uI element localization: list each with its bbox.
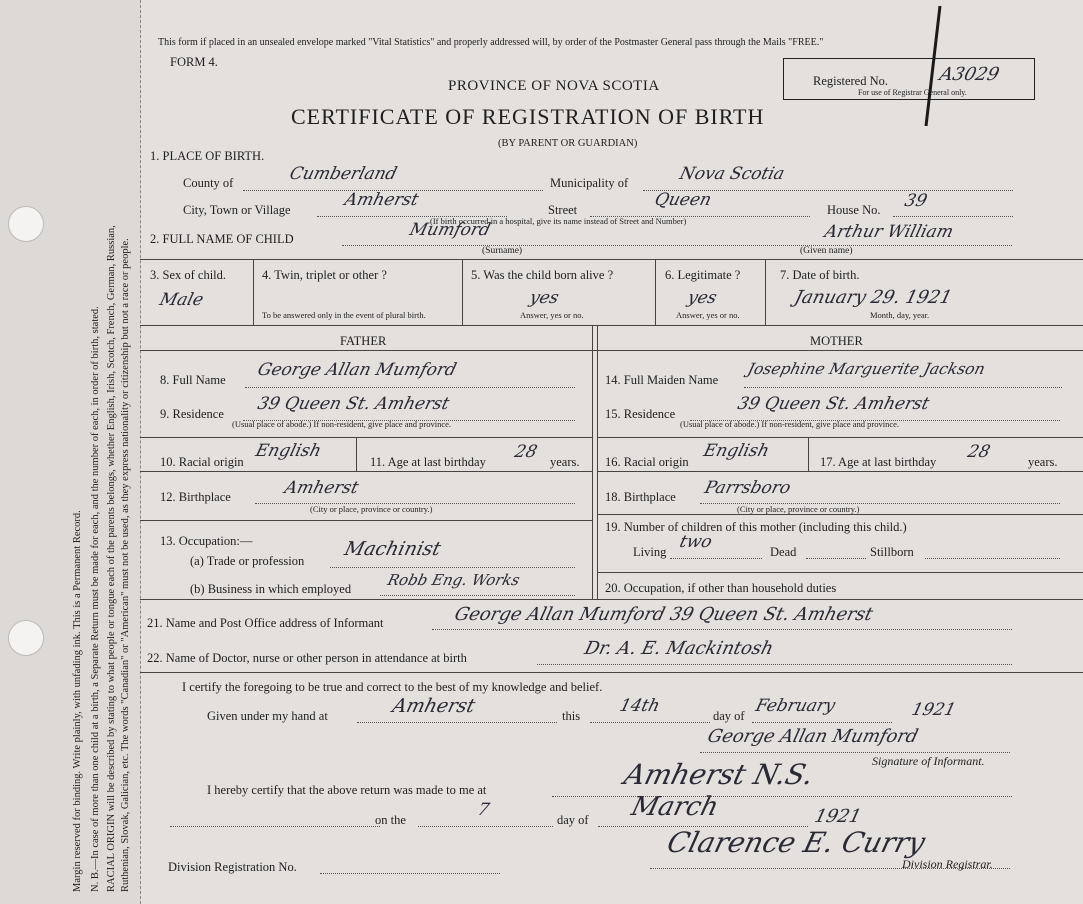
registrar-month: March — [628, 792, 722, 822]
given-day: 14th — [617, 696, 662, 716]
sex-label: 3. Sex of child. — [150, 268, 227, 282]
street-value: Queen — [652, 190, 714, 210]
business-label: (b) Business in which employed — [190, 582, 352, 596]
trade-value: Machinist — [342, 538, 444, 560]
place-section: 1. PLACE OF BIRTH. — [150, 149, 265, 163]
province-heading: PROVINCE OF NOVA SCOTIA — [448, 78, 660, 94]
mother-birthplace-label: 18. Birthplace — [605, 490, 676, 504]
registered-number: A3029 — [937, 64, 1002, 85]
legitimate-label: 6. Legitimate ? — [665, 268, 741, 282]
given-month: February — [753, 696, 838, 716]
municipality-label: Municipality of — [550, 176, 629, 190]
doctor-label: 22. Name of Doctor, nurse or other person in attendance at birth — [147, 651, 467, 665]
father-race-label: 10. Racial origin — [160, 455, 244, 469]
certificate-subtitle: (BY PARENT OR GUARDIAN) — [498, 138, 638, 149]
father-years: years. — [550, 455, 580, 469]
father-birthplace-label: 12. Birthplace — [160, 490, 231, 504]
given-under-label: Given under my hand at — [207, 709, 328, 723]
trade-label: (a) Trade or profession — [190, 554, 305, 568]
margin-note-4: Ruthenian, Slovak, Galician, etc. The words "Canadian" or "American" must not be used, as they express nationality or citizenship but not a race or people. — [120, 238, 131, 892]
father-occupation-label: 13. Occupation:— — [160, 534, 253, 548]
registrar-place: Amherst N.S. — [620, 758, 818, 791]
alive-note: Answer, yes or no. — [520, 310, 584, 320]
form-number: FORM 4. — [170, 55, 218, 69]
father-heading: FATHER — [340, 334, 387, 348]
street-label: Street — [548, 203, 578, 217]
registered-label: Registered No. — [813, 74, 888, 88]
alive-value: yes — [527, 288, 561, 308]
margin-note-2: N. B.—In case of more than one child at a birth, a Separate Return must be made for each, and the number of each, in order of birth, stated. — [90, 306, 101, 892]
punch-hole — [8, 206, 44, 242]
mother-age: 28 — [965, 442, 993, 462]
mother-race: English — [701, 441, 772, 461]
city-label: City, Town or Village — [183, 203, 291, 217]
living-value: two — [677, 532, 715, 552]
binding-margin — [0, 0, 141, 904]
this-label: this — [562, 709, 581, 723]
dob-label: 7. Date of birth. — [780, 268, 860, 282]
house-value: 39 — [902, 191, 930, 211]
dob-value: January 29. 1921 — [792, 287, 955, 308]
father-race: English — [253, 441, 324, 461]
father-birthplace: Amherst — [282, 478, 361, 498]
legitimate-value: yes — [685, 288, 719, 308]
mother-race-label: 16. Racial origin — [605, 455, 689, 469]
given-name-caption: (Given name) — [800, 246, 853, 256]
registrar-signature: Clarence E. Curry — [663, 826, 929, 859]
child-given-name: Arthur William — [822, 222, 956, 242]
punch-hole — [8, 620, 44, 656]
given-year: 1921 — [909, 700, 958, 720]
child-name-label: 2. FULL NAME OF CHILD — [150, 232, 294, 246]
dob-note: Month, day, year. — [870, 310, 930, 320]
informant-signature: George Allan Mumford — [705, 726, 921, 747]
certificate-title: CERTIFICATE OF REGISTRATION OF BIRTH — [291, 104, 765, 129]
margin-note-1: Margin reserved for binding. Write plainly, with unfading ink. This is a Permanent Record. — [72, 510, 83, 892]
county-label: County of — [183, 176, 234, 190]
mother-birthplace-note: (City or place, province or country.) — [737, 504, 860, 514]
margin-note-3: RACIAL ORIGIN will be described by stating to what people or tongue each of the parents belongs, whether English, Irish, Scotch, French, German, Russian, — [106, 225, 117, 892]
mother-name: Josephine Marguerite Jackson — [745, 360, 987, 378]
legitimate-note: Answer, yes or no. — [676, 310, 740, 320]
alive-label: 5. Was the child born alive ? — [471, 268, 614, 282]
business-value: Robb Eng. Works — [385, 571, 522, 589]
pen-check-mark — [922, 4, 944, 128]
given-place: Amherst — [390, 695, 478, 717]
city-value: Amherst — [342, 190, 421, 210]
informant-signature-label: Signature of Informant. — [872, 754, 985, 768]
registrar-note: For use of Registrar General only. — [858, 88, 967, 97]
dead-label: Dead — [770, 545, 797, 559]
child-surname: Mumford — [407, 220, 493, 240]
hospital-note: (If birth occurred in a hospital, give its name instead of Street and Number) — [430, 216, 687, 226]
informant-value: George Allan Mumford 39 Queen St. Amherst — [452, 604, 875, 625]
mail-notice: This form if placed in an unsealed envelope marked "Vital Statistics" and properly addressed will, by order of the Postmaster General pass through the Mails "FREE." — [158, 37, 824, 48]
father-name: George Allan Mumford — [255, 360, 459, 380]
doctor-value: Dr. A. E. Mackintosh — [582, 638, 776, 659]
mother-name-label: 14. Full Maiden Name — [605, 373, 719, 387]
father-name-label: 8. Full Name — [160, 373, 226, 387]
house-label: House No. — [827, 203, 881, 217]
certify-statement: I certify the foregoing to be true and correct to the best of my knowledge and belief. — [182, 680, 603, 694]
father-residence-note: (Usual place of abode.) If non-resident, give place and province. — [232, 419, 452, 429]
stillborn-label: Stillborn — [870, 545, 914, 559]
surname-caption: (Surname) — [482, 246, 523, 256]
registrar-year: 1921 — [812, 806, 864, 827]
mother-residence-label: 15. Residence — [605, 407, 676, 421]
county-value: Cumberland — [287, 164, 400, 184]
father-residence-label: 9. Residence — [160, 407, 224, 421]
day-of-label: day of — [713, 709, 745, 723]
mother-occupation-label: 20. Occupation, if other than household duties — [605, 581, 837, 595]
mother-years: years. — [1028, 455, 1058, 469]
registrar-day-of-label: day of — [557, 813, 589, 827]
twin-label: 4. Twin, triplet or other ? — [262, 268, 387, 282]
children-count-label: 19. Number of children of this mother (including this child.) — [605, 520, 907, 534]
mother-birthplace: Parrsboro — [702, 478, 793, 498]
father-residence: 39 Queen St. Amherst — [255, 394, 452, 414]
municipality-value: Nova Scotia — [677, 164, 787, 184]
sex-value: Male — [157, 290, 206, 310]
mother-heading: MOTHER — [810, 334, 863, 348]
informant-label: 21. Name and Post Office address of Informant — [147, 616, 384, 630]
mother-residence-note: (Usual place of abode.) If non-resident, give place and province. — [680, 419, 900, 429]
registrar-day: 7 — [475, 800, 492, 820]
mother-age-label: 17. Age at last birthday — [820, 455, 937, 469]
registrar-statement: I hereby certify that the above return was made to me at — [207, 783, 487, 797]
twin-note: To be answered only in the event of plural birth. — [262, 310, 426, 320]
on-the-label: on the — [375, 813, 406, 827]
father-age-label: 11. Age at last birthday — [370, 455, 486, 469]
father-birthplace-note: (City or place, province or country.) — [310, 504, 433, 514]
living-label: Living — [633, 545, 667, 559]
mother-residence: 39 Queen St. Amherst — [735, 394, 932, 414]
father-age: 28 — [512, 442, 540, 462]
division-registration-label: Division Registration No. — [168, 860, 297, 874]
registrar-signature-label: Division Registrar. — [902, 857, 993, 871]
